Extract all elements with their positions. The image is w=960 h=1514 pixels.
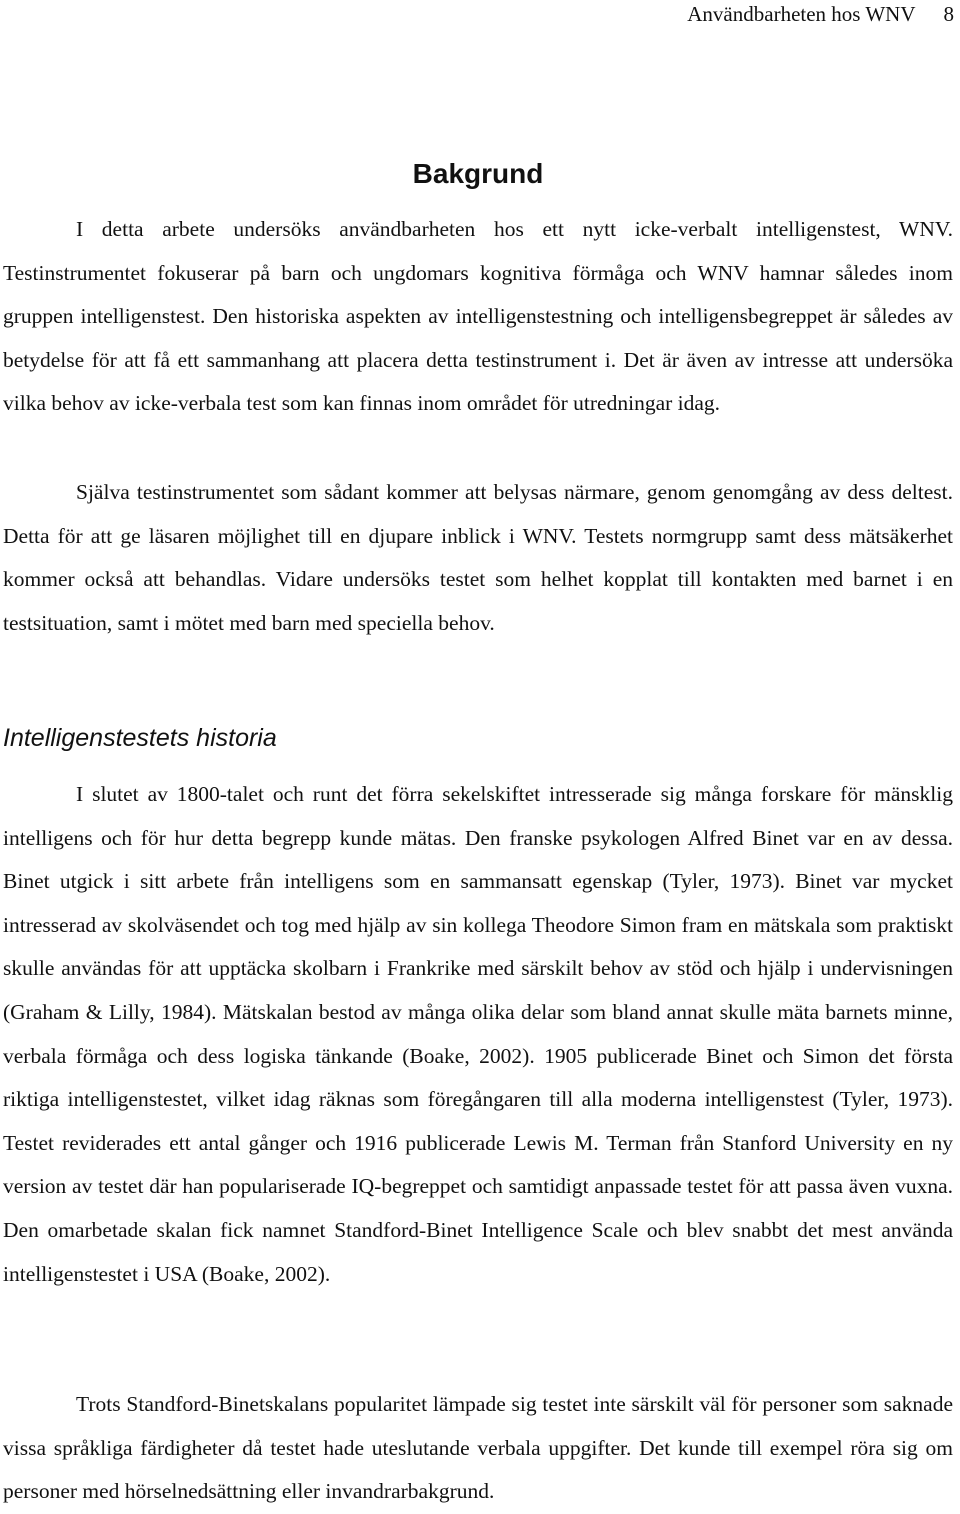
running-title: Användbarheten hos WNV (687, 2, 916, 26)
body-paragraph: Själva testinstrumentet som sådant kommer att belysas närmare, genom genomgång av dess deltest. Detta för att ge läsaren möjlighet till en djupare inblick i WNV. Testets normgrupp samt dess mätsäkerhet kommer också att behandlas. Vidare undersöks testet som helhet kopplat till kontakten med barnet i en testsituation, samt i mötet med barn med speciella behov. (3, 480, 953, 635)
body-paragraph: Trots Standford-Binetskalans popularitet lämpade sig testet inte särskilt väl för personer som saknade vissa språkliga färdigheter då testet hade uteslutande verbala uppgifter. Det kunde till exempel röra sig om personer med hörselnedsättning eller invandrarbakgrund. (3, 1392, 953, 1504)
section-heading: Bakgrund (412, 158, 544, 189)
body-paragraph: I detta arbete undersöks användbarheten hos ett nytt icke-verbalt intelligenstest, WNV. Testinstrumentet fokuserar på barn och ungdomars kognitiva förmåga och WNV hamnar således inom gruppen intelligenstest. Den historiska aspekten av intelligenstestning och intelligensbegreppet är således av betydelse för att få ett sammanhang att placera detta testinstrument i. Det är även av intresse att undersöka vilka behov av icke-verbala test som kan finnas inom området för utredningar idag. (3, 217, 953, 416)
page-number: 8 (943, 2, 954, 26)
running-header (687, 0, 954, 28)
subsection-heading: Intelligenstestets historia (3, 724, 277, 752)
body-paragraph: I slutet av 1800-talet och runt det förra sekelskiftet intresserade sig många forskare för mänsklig intelligens och för hur detta begrepp kunde mätas. Den franske psykologen Alfred Binet var en av dessa. Binet utgick i sitt arbete från intelligens som en sammansatt egenskap (Tyler, 1973). Binet var mycket intresserad av skolväsendet och tog med hjälp av sin kollega Theodore Simon fram en mätskala som praktiskt skulle användas för att upptäcka skolbarn i Frankrike med särskilt behov av stöd och hjälp i undervisningen (Graham & Lilly, 1984). Mätskalan bestod av många olika delar som bland annat skulle mäta barnets minne, verbala förmåga och dess logiska tänkande (Boake, 2002). 1905 publicerade Binet och Simon det första riktiga intelligenstestet, vilket idag räknas som föregångaren till alla moderna intelligenstest (Tyler, 1973). Testet reviderades ett antal gånger och 1916 publicerade Lewis M. Terman från Stanford University en ny version av testet där han populariserade IQ-begreppet och samtidigt anpassade testet för att passa även vuxna. Den omarbetade skalan fick namnet Standford-Binet Intelligence Scale och blev snabbt det mest använda intelligenstestet i USA (Boake, 2002). (3, 782, 953, 1286)
